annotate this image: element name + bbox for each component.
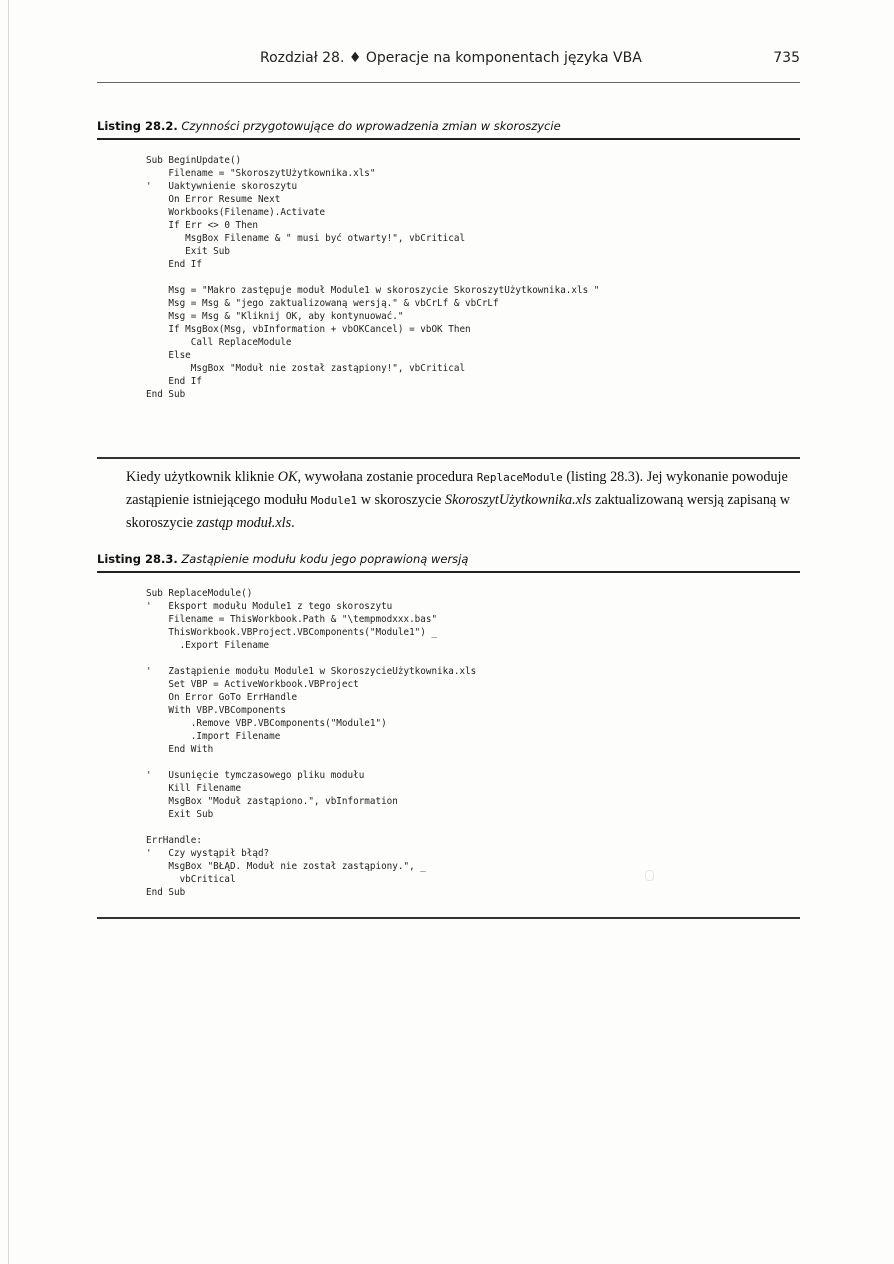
para-text-5: zaktualizowaną wersją zapisaną w skoroszycie — [126, 492, 790, 531]
code-line: MsgBox "BŁĄD. Moduł nie został zastąpiony.", _ — [146, 861, 426, 872]
code-line: With VBP.VBComponents — [146, 705, 286, 716]
code-line: Exit Sub — [146, 246, 230, 257]
code-line: .Remove VBP.VBComponents("Module1") — [146, 718, 387, 729]
code-line: End Sub — [146, 389, 186, 400]
code-line: End With — [146, 744, 214, 755]
para-ok: OK — [277, 469, 298, 485]
para-text-4: w skoroszycie — [357, 492, 446, 508]
code-line: Workbooks(Filename).Activate — [146, 207, 326, 218]
page-edge-line — [8, 0, 9, 1264]
para-proc-name: ReplaceModule — [476, 471, 563, 484]
code-line: End If — [146, 259, 202, 270]
para-text-3: (listing 28.3). Jej wykonanie powoduje zastąpienie istniejącego modułu — [126, 469, 788, 508]
code-line: ' Uaktywnienie skoroszytu — [146, 181, 298, 192]
code-line: Set VBP = ActiveWorkbook.VBProject — [146, 679, 359, 690]
code-line: End Sub — [146, 887, 186, 898]
listing-28-3-code — [146, 587, 476, 899]
code-line: Filename = "SkoroszytUżytkownika.xls" — [146, 168, 376, 179]
listing-28-2-caption — [97, 119, 561, 133]
code-line: MsgBox "Moduł nie został zastąpiony!", vbCritical — [146, 363, 466, 374]
listing-28-3-top-rule — [97, 571, 800, 573]
code-line: If MsgBox(Msg, vbInformation + vbOKCancel) = vbOK Then — [146, 324, 471, 335]
code-line: ThisWorkbook.VBProject.VBComponents("Module1") _ — [146, 627, 438, 638]
listing-title: Czynności przygotowujące do wprowadzenia zmian w skoroszycie — [181, 119, 561, 133]
code-line: Msg = Msg & "Kliknij OK, aby kontynuować." — [146, 311, 404, 322]
listing-label: Listing 28.3. — [97, 552, 178, 566]
code-line: On Error GoTo ErrHandle — [146, 692, 298, 703]
page-number: 735 — [773, 50, 800, 66]
code-line: Sub ReplaceModule() — [146, 588, 253, 599]
code-line: Msg = Msg & "jego zaktualizowaną wersją." & vbCrLf & vbCrLf — [146, 298, 499, 309]
para-text-2: , wywołana zostanie procedura — [297, 469, 477, 485]
code-line: End If — [146, 376, 202, 387]
listing-28-2-top-rule — [97, 138, 800, 140]
code-line: ' Eksport modułu Module1 z tego skoroszytu — [146, 601, 393, 612]
code-line: If Err <> 0 Then — [146, 220, 258, 231]
scan-speck — [645, 870, 654, 881]
code-line: .Import Filename — [146, 731, 281, 742]
code-line: ' Czy wystąpił błąd? — [146, 848, 270, 859]
code-line: ' Zastąpienie modułu Module1 w SkoroszycieUżytkownika.xls — [146, 666, 477, 677]
para-text-1: Kiedy użytkownik kliknie — [126, 469, 278, 485]
code-line: Kill Filename — [146, 783, 242, 794]
code-line: Else — [146, 350, 191, 361]
code-line: vbCritical — [146, 874, 236, 885]
code-line: ErrHandle: — [146, 835, 202, 846]
listing-28-3-bottom-rule — [97, 917, 800, 919]
listing-28-3-caption — [97, 552, 468, 566]
listing-label: Listing 28.2. — [97, 119, 178, 133]
running-head — [260, 50, 800, 70]
code-line: ' Usunięcie tymczasowego pliku modułu — [146, 770, 365, 781]
para-text-6: . — [291, 515, 295, 531]
header-rule — [97, 82, 800, 83]
code-line: Msg = "Makro zastępuje moduł Module1 w skoroszycie SkoroszytUżytkownika.xls " — [146, 285, 600, 296]
body-paragraph — [126, 466, 802, 534]
code-line: .Export Filename — [146, 640, 270, 651]
listing-title: Zastąpienie modułu kodu jego poprawioną wersją — [181, 552, 469, 566]
code-line: MsgBox "Moduł zastąpiono.", vbInformation — [146, 796, 398, 807]
code-line: Exit Sub — [146, 809, 214, 820]
code-line: On Error Resume Next — [146, 194, 281, 205]
para-file-1: SkoroszytUżytkownika.xls — [445, 492, 592, 508]
listing-28-2-bottom-rule — [97, 457, 800, 459]
chapter-title: Rozdział 28. ♦ Operacje na komponentach języka VBA — [260, 50, 642, 66]
code-line: Filename = ThisWorkbook.Path & "\tempmodxxx.bas" — [146, 614, 438, 625]
code-line: Sub BeginUpdate() — [146, 155, 242, 166]
para-module-name: Module1 — [310, 494, 358, 507]
para-file-2: zastąp moduł.xls — [196, 515, 292, 531]
code-line: MsgBox Filename & " musi być otwarty!", vbCritical — [146, 233, 466, 244]
listing-28-2-code — [146, 154, 599, 401]
code-line: Call ReplaceModule — [146, 337, 292, 348]
